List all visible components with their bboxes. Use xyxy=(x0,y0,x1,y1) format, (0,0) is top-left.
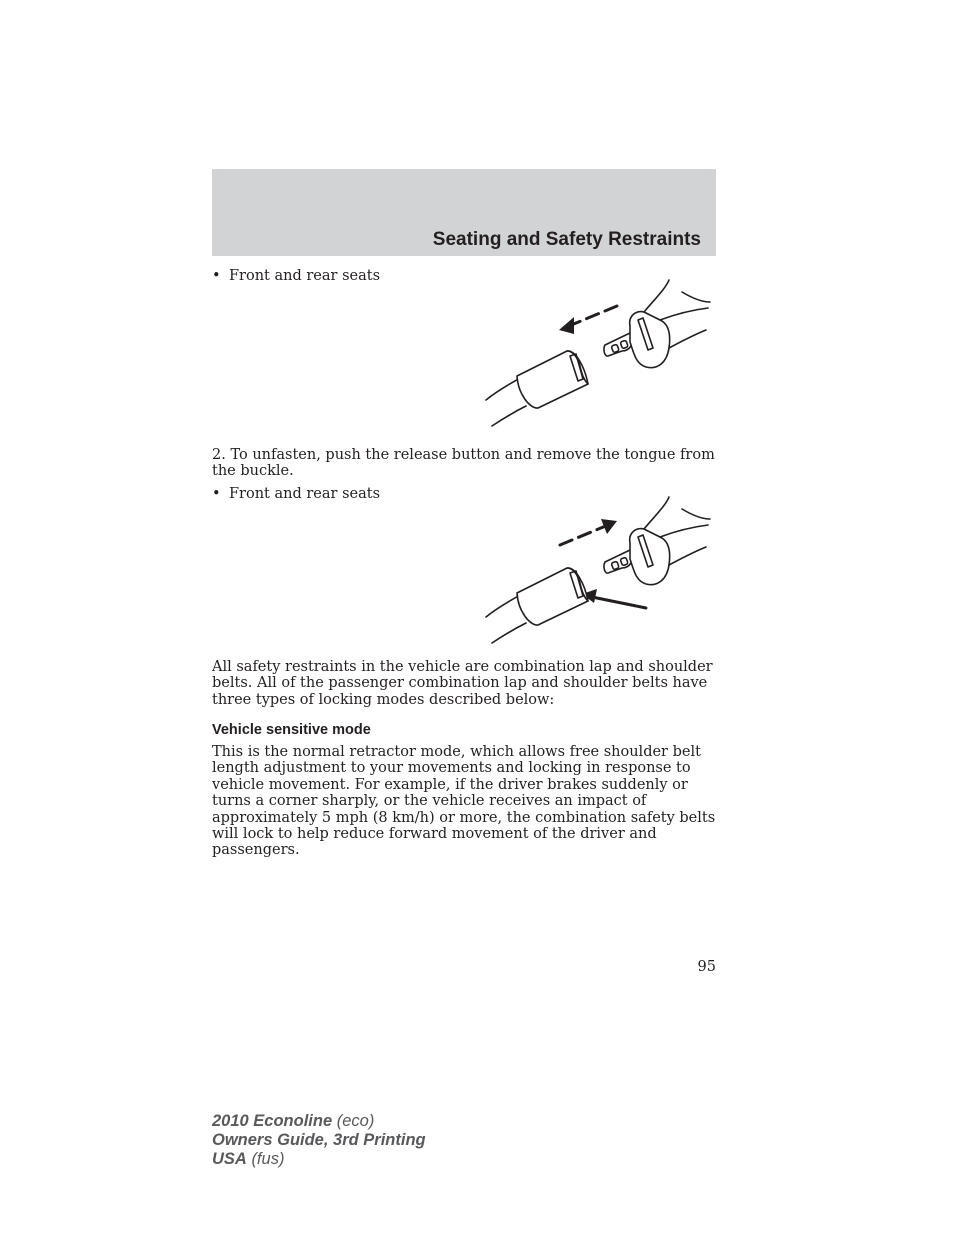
footer-market: USA xyxy=(212,1150,247,1168)
buckle-release-illustration xyxy=(470,495,720,650)
bullet-text: Front and rear seats xyxy=(229,486,381,502)
bullet-front-rear-seats-1 xyxy=(212,268,380,284)
belt-webbing-lower xyxy=(669,547,706,565)
belt-webbing-upper xyxy=(644,497,669,529)
belt-webbing-lower xyxy=(669,330,706,348)
bullet-text: Front and rear seats xyxy=(229,268,381,284)
belt-webbing-back xyxy=(682,292,710,302)
belt-webbing-upper xyxy=(644,280,669,312)
footer-model-code: (eco) xyxy=(336,1112,375,1130)
buckle-strap-edge-upper xyxy=(486,378,520,400)
vehicle-sensitive-mode-heading: Vehicle sensitive mode xyxy=(212,722,371,738)
bullet-front-rear-seats-2 xyxy=(212,486,380,502)
buckle-strap-edge-lower xyxy=(492,623,526,643)
footer-guide: Owners Guide, 3rd Printing xyxy=(212,1131,426,1149)
footer-market-code: (fus) xyxy=(251,1150,285,1168)
belt-webbing-back xyxy=(682,509,710,519)
bullet-dot: • xyxy=(212,268,221,284)
buckle-fasten-illustration xyxy=(470,278,720,433)
belt-webbing-mid xyxy=(660,308,708,320)
belt-webbing-mid xyxy=(660,525,708,537)
footer-guide-line xyxy=(212,1131,426,1150)
document-footer xyxy=(212,1112,426,1169)
footer-model: 2010 Econoline xyxy=(212,1112,333,1130)
buckle-strap-edge-upper xyxy=(486,595,520,617)
arrow-head xyxy=(559,317,574,334)
section-title: Seating and Safety Restraints xyxy=(432,229,701,250)
restraints-paragraph: All safety restraints in the vehicle are combination lap and shoulder belts. All of the passenger combination lap and shoulder belts have three types of locking modes described below: xyxy=(212,659,713,708)
vehicle-sensitive-mode-paragraph: This is the normal retractor mode, which allows free shoulder belt length adjustment to your movements and locking in response to vehicle movement. For example, if the driver brakes suddenly or turns a corner sharply, or the vehicle receives an impact of approximately 5 mph (8 km/h) or more, the combination safety belts will lock to help reduce forward movement of the driver and passengers. xyxy=(212,744,716,859)
buckle-strap-edge-lower xyxy=(492,406,526,426)
footer-model-line xyxy=(212,1112,426,1131)
bullet-dot: • xyxy=(212,486,221,502)
remove-direction-arrow xyxy=(560,525,608,545)
footer-market-line xyxy=(212,1150,426,1169)
page-number: 95 xyxy=(697,959,716,975)
step-2-text: 2. To unfasten, push the release button and remove the tongue from the buckle. xyxy=(212,447,715,480)
section-header-band xyxy=(212,169,716,256)
push-button-arrow xyxy=(592,597,646,608)
